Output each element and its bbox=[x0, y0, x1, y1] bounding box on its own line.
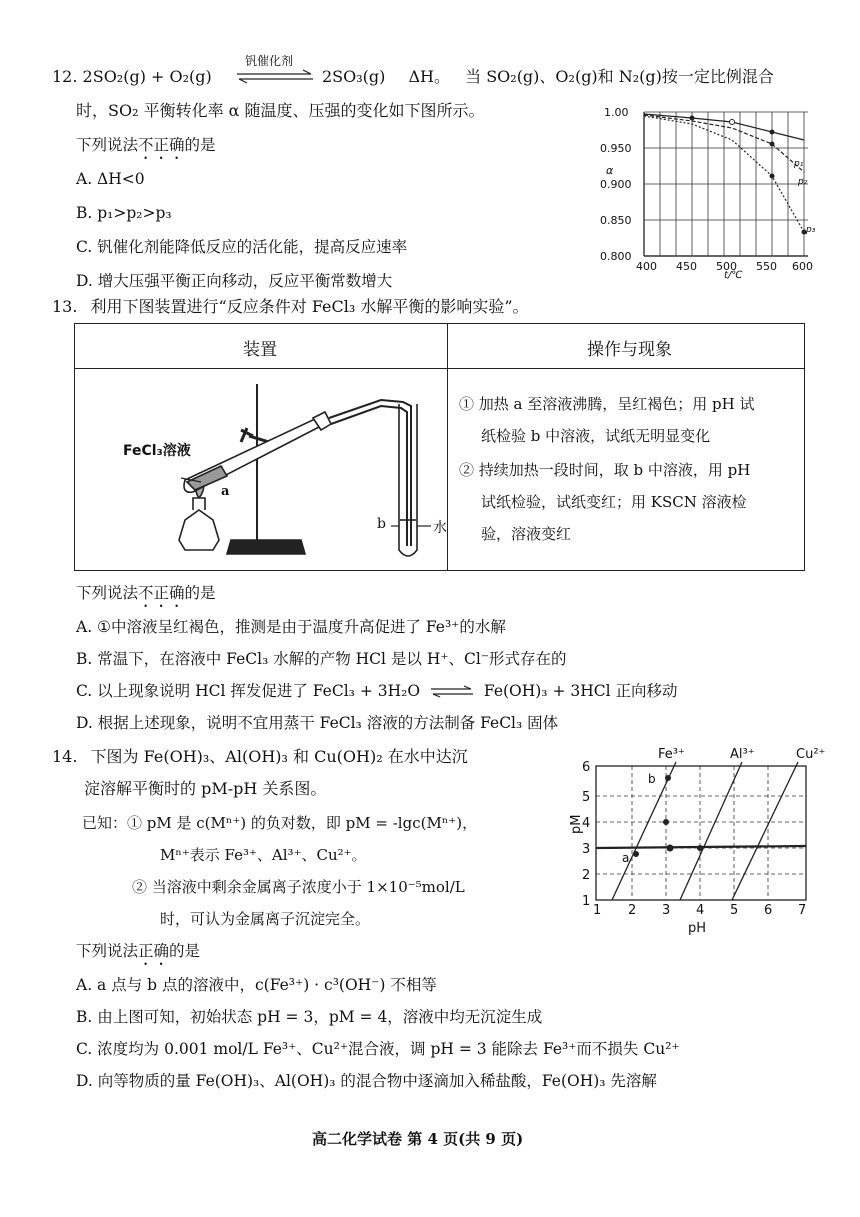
q12-dh: ΔH。 bbox=[408, 67, 451, 86]
q13-option-b: B. 常温下，在溶液中 FeCl₃ 水解的产物 HCl 是以 H⁺、Cl⁻形式存在的 bbox=[76, 650, 567, 668]
q12-ytick-1: 0.950 bbox=[600, 142, 632, 155]
q12-xtick-0: 400 bbox=[636, 260, 657, 273]
equilibrium-arrow-icon bbox=[235, 70, 315, 84]
q14-xtick-3: 3 bbox=[662, 903, 671, 918]
q14-ytick-1: 1 bbox=[582, 894, 591, 909]
q13-op2-line3: 验，溶液变红 bbox=[481, 525, 572, 543]
q14-point bbox=[667, 845, 674, 852]
q14-label-cu: Cu²⁺ bbox=[796, 747, 826, 762]
q12-grid bbox=[644, 112, 808, 256]
q14-xtick-5: 5 bbox=[730, 903, 739, 918]
q12-eq-right-line bbox=[322, 66, 774, 88]
stand-base-icon bbox=[227, 540, 305, 554]
q13-table-header bbox=[75, 324, 804, 369]
q14-xtick-7: 7 bbox=[798, 903, 807, 918]
q13-table bbox=[74, 323, 805, 571]
q14-point-a-label: a bbox=[622, 851, 630, 865]
q13-op1-line2: 纸检验 b 中溶液，试纸无明显变化 bbox=[481, 427, 711, 445]
q12-equation bbox=[52, 66, 212, 88]
q14-known3: ② 当溶液中剩余金属离子浓度小于 1×10⁻⁵mol/L bbox=[132, 878, 465, 896]
q14-pm-ph-chart bbox=[560, 742, 826, 942]
q14-point-a bbox=[633, 851, 639, 857]
q12-option-b: B. p₁>p₂>p₃ bbox=[76, 204, 172, 222]
q14-option-a: A. a 点与 b 点的溶液中，c(Fe³⁺) · c³(OH⁻) 不相等 bbox=[76, 976, 437, 994]
q14-known4: 时，可认为金属离子沉淀完全。 bbox=[160, 910, 371, 928]
q14-known1: 已知：① pM 是 c(Mⁿ⁺) 的负对数，即 pM = -lgc(Mⁿ⁺)， bbox=[82, 814, 478, 832]
q12-option-a: A. ΔH<0 bbox=[76, 170, 145, 188]
q12-catalyst-arrow bbox=[235, 54, 315, 84]
q13-col-apparatus: 装置 bbox=[243, 340, 277, 360]
q12-point bbox=[730, 120, 735, 125]
q12-stem2: 时，SO₂ 平衡转化率 α 随温度、压强的变化如下图所示。 bbox=[76, 101, 485, 120]
q12-xtick-4: 600 bbox=[792, 260, 813, 273]
q14-ylabel: pM bbox=[569, 814, 584, 834]
q12-ytick-0: 1.00 bbox=[604, 106, 629, 119]
q12-ytick-2: 0.900 bbox=[600, 178, 632, 191]
q14-ytick-5: 5 bbox=[582, 790, 591, 805]
q14-series-al bbox=[680, 762, 742, 900]
q14-label-fe: Fe³⁺ bbox=[658, 747, 685, 762]
q14-point-b bbox=[665, 775, 671, 781]
q14-ytick-2: 2 bbox=[582, 868, 591, 883]
q14-xtick-1: 1 bbox=[593, 903, 602, 918]
q13-label-water: 水 bbox=[433, 520, 447, 536]
q12-xtick-2: 500 bbox=[716, 260, 737, 273]
q12-conversion-chart bbox=[592, 98, 832, 281]
q12-eq-right: 2SO₃(g) bbox=[322, 67, 386, 86]
q14-series-cu bbox=[732, 762, 798, 900]
q14-point bbox=[697, 845, 703, 851]
q12-number: 12. bbox=[52, 67, 78, 86]
q12-xtick-3: 550 bbox=[756, 260, 777, 273]
q14-xtick-6: 6 bbox=[764, 903, 773, 918]
q14-option-c: C. 浓度均为 0.001 mol/L Fe³⁺、Cu²⁺混合液，调 pH = 3 能除去 Fe³⁺而不损失 Cu²⁺ bbox=[76, 1040, 680, 1058]
q14-stem2: 淀溶解平衡时的 pM-pH 关系图。 bbox=[84, 779, 327, 798]
q12-option-c: C. 钒催化剂能降低反应的活化能，提高反应速率 bbox=[76, 238, 408, 256]
q13-label-solution: FeCl₃溶液 bbox=[123, 443, 191, 459]
clamp-icon bbox=[241, 428, 269, 442]
q12-series-label-p1: p₁ bbox=[794, 159, 804, 169]
q12-eq-left: 2SO₂(g) + O₂(g) bbox=[82, 67, 212, 86]
q14-ask: 下列说法正确的是 bbox=[76, 942, 201, 960]
q14-label-al: Al³⁺ bbox=[730, 747, 755, 762]
q12-series-label-p2: p₂ bbox=[798, 177, 808, 187]
q14-point bbox=[663, 819, 669, 825]
q12-option-d: D. 增大压强平衡正向移动，反应平衡常数增大 bbox=[76, 272, 393, 290]
q14-series-fe bbox=[612, 762, 676, 900]
q12-series-label-p3: p₃ bbox=[806, 225, 816, 235]
q14-ytick-3: 3 bbox=[582, 842, 591, 857]
q12-point bbox=[770, 130, 775, 135]
q14-xtick-2: 2 bbox=[628, 903, 637, 918]
q12-ytick-3: 0.850 bbox=[600, 214, 632, 227]
q13-stem: 利用下图装置进行“反应条件对 FeCl₃ 水解平衡的影响实验”。 bbox=[90, 297, 529, 316]
q12-point bbox=[690, 116, 695, 121]
q13-label-a: a bbox=[221, 484, 230, 499]
q13-stem-line bbox=[52, 296, 529, 318]
q13-option-d: D. 根据上述现象，说明不宜用蒸干 FeCl₃ 溶液的方法制备 FeCl₃ 固体 bbox=[76, 714, 559, 732]
q14-stem1: 下图为 Fe(OH)₃、Al(OH)₃ 和 Cu(OH)₂ 在水中达沉 bbox=[90, 747, 468, 766]
q13-op2-line2: 试纸检验，试纸变红；用 KSCN 溶液检 bbox=[481, 493, 747, 511]
alcohol-lamp-icon bbox=[179, 510, 219, 550]
q14-stem1-line bbox=[52, 746, 468, 768]
q12-point bbox=[770, 174, 775, 179]
q12-catalyst-label: 钒催化剂 bbox=[245, 54, 294, 68]
q13-col-operation: 操作与现象 bbox=[587, 340, 672, 360]
equilibrium-arrow-icon bbox=[429, 686, 475, 698]
q14-option-d: D. 向等物质的量 Fe(OH)₃、Al(OH)₃ 的混合物中逐滴加入稀盐酸，Fe(OH)₃ 先溶解 bbox=[76, 1072, 657, 1090]
q14-known2: Mⁿ⁺表示 Fe³⁺、Al³⁺、Cu²⁺。 bbox=[160, 846, 367, 864]
q14-xtick-4: 4 bbox=[696, 903, 705, 918]
q12-xlabel: t/℃ bbox=[724, 270, 743, 281]
q14-ytick-4: 4 bbox=[582, 816, 591, 831]
q13-op1-line1: ① 加热 a 至溶液沸腾，呈红褐色；用 pH 试 bbox=[459, 395, 755, 413]
q13-option-a: A. ①中溶液呈红褐色，推测是由于温度升高促进了 Fe³⁺的水解 bbox=[76, 618, 506, 636]
page-footer: 高二化学试卷 第 4 页(共 9 页) bbox=[312, 1130, 524, 1148]
q14-option-b: B. 由上图可知，初始状态 pH = 3，pM = 4，溶液中均无沉淀生成 bbox=[76, 1008, 543, 1026]
q13-table-divider bbox=[447, 324, 448, 570]
q13-op2-line1: ② 持续加热一段时间，取 b 中溶液，用 pH bbox=[459, 461, 751, 479]
q12-ylabel: α bbox=[606, 164, 614, 177]
q13-label-b: b bbox=[377, 516, 386, 532]
q13-option-c: C. 以上现象说明 HCl 挥发促进了 FeCl₃ + 3H₂O Fe(OH)₃ + 3HCl 正向移动 bbox=[76, 682, 678, 700]
q13-apparatus-drawing bbox=[81, 370, 441, 570]
q12-ask: 下列说法不正确的是 bbox=[76, 136, 216, 154]
q14-number: 14. bbox=[52, 747, 78, 766]
q14-ytick-6: 6 bbox=[582, 760, 591, 775]
q13-ask: 下列说法不正确的是 bbox=[76, 584, 216, 602]
q14-point-b-label: b bbox=[648, 772, 656, 786]
q12-xtick-1: 450 bbox=[676, 260, 697, 273]
q14-xlabel: pH bbox=[688, 921, 707, 936]
q13-number: 13. bbox=[52, 297, 78, 316]
q12-point bbox=[770, 142, 775, 147]
q12-stem1: 当 SO₂(g)、O₂(g)和 N₂(g)按一定比例混合 bbox=[465, 67, 774, 86]
q12-ytick-4: 0.800 bbox=[600, 250, 632, 263]
